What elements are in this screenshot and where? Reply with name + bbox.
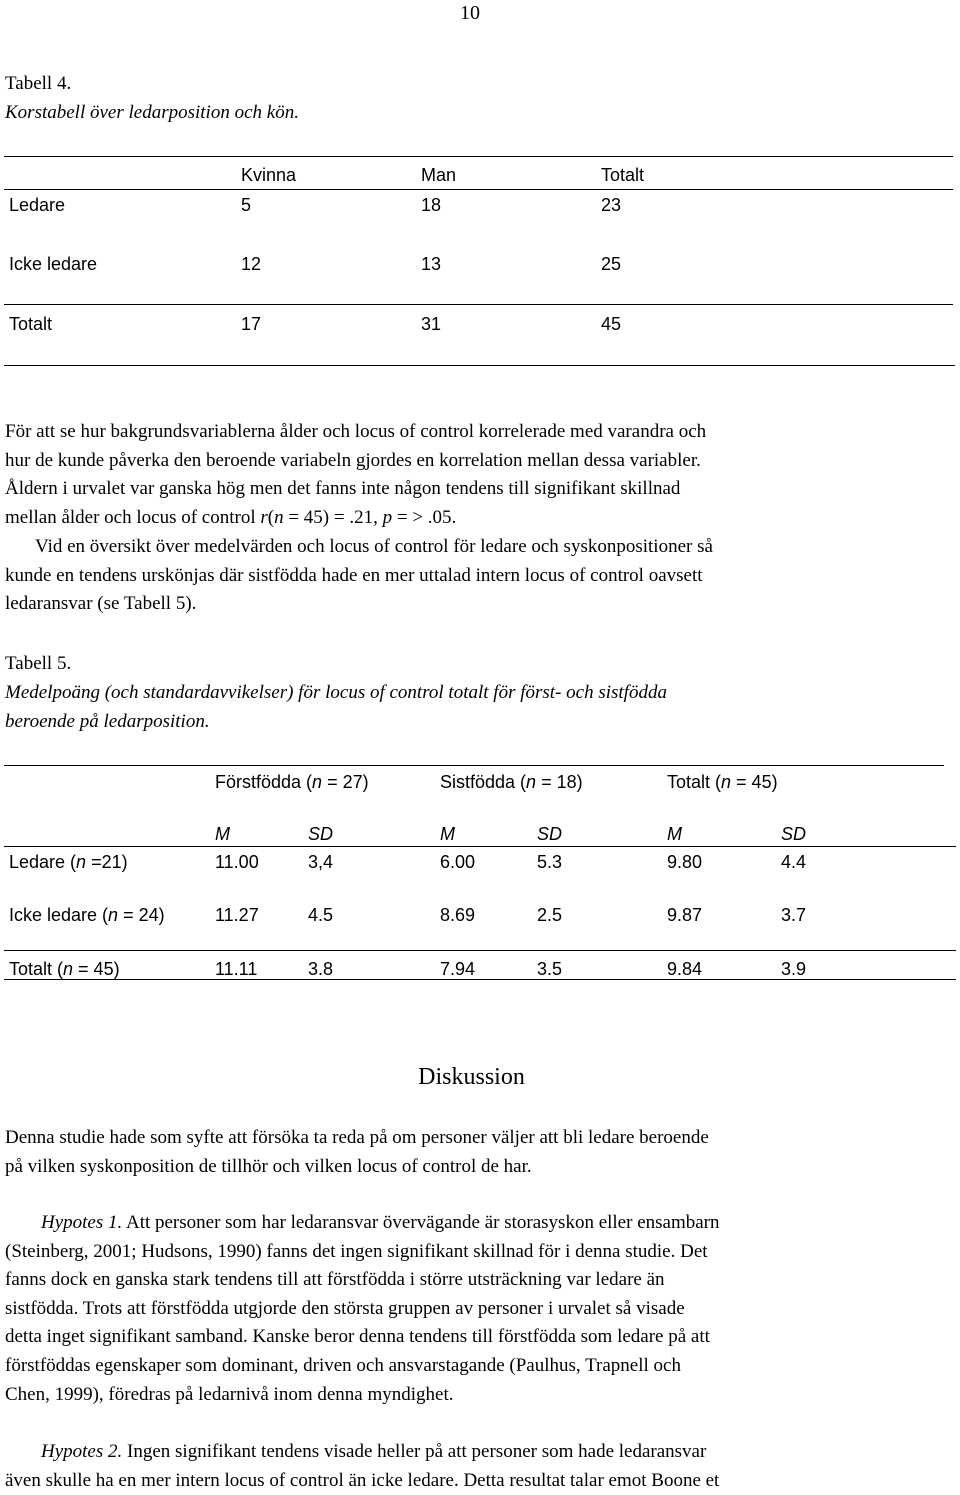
- row-label: Icke ledare: [9, 254, 98, 274]
- stat-header: M: [215, 824, 230, 844]
- table5-group-lastborn: Sistfödda (n = 18): [440, 772, 583, 792]
- table5-group-firstborn: Förstfödda (n = 27): [215, 772, 369, 792]
- text-line: även skulle ha en mer intern locus of control än icke ledare. Detta resultat talar emot Boone et: [5, 1469, 720, 1491]
- cell: 6.00: [440, 852, 476, 872]
- cell: 9.87: [667, 905, 703, 925]
- stat-header: SD: [308, 824, 334, 844]
- table-row: [0, 195, 960, 219]
- stat-header: M: [440, 824, 455, 844]
- cell: 13: [421, 254, 442, 274]
- text-line: sistfödda. Trots att förstfödda utgjorde den största gruppen av personer i urvalet så visade: [5, 1297, 685, 1319]
- table4-caption: Korstabell över ledarposition och kön.: [5, 102, 299, 123]
- text-line: ledaransvar (se Tabell 5).: [5, 593, 197, 615]
- cell: 3.9: [781, 959, 807, 979]
- cell: 7.94: [440, 959, 476, 979]
- row-label: Totalt (n = 45): [9, 959, 120, 979]
- cell: 31: [421, 314, 442, 334]
- section-heading: Diskussion: [418, 1064, 525, 1090]
- text-line: Denna studie hade som syfte att försöka ta reda på om personer väljer att bli ledare beroende: [5, 1127, 709, 1148]
- cell: 8.69: [440, 905, 476, 925]
- hypothesis-1-paragraph: [5, 1209, 938, 1409]
- stat-header: SD: [781, 824, 807, 844]
- table4-header-rule: [4, 189, 953, 190]
- cell: 3.7: [781, 905, 807, 925]
- cell: 11.11: [215, 959, 258, 979]
- text-line: Hypotes 1. Att personer som har ledaransvar övervägande är storasyskon eller ensambarn: [41, 1212, 720, 1233]
- table4-header-kvinna: Kvinna: [241, 165, 297, 185]
- cell: 25: [601, 254, 622, 274]
- text-line: Hypotes 2. Ingen signifikant tendens visade heller på att personer som hade ledaransvar: [41, 1441, 707, 1462]
- text-line: (Steinberg, 2001; Hudsons, 1990) fanns det ingen signifikant skillnad för i denna studie. Det: [5, 1240, 708, 1262]
- table-row: [0, 905, 960, 929]
- row-label: Icke ledare (n = 24): [9, 905, 165, 925]
- row-label: Totalt: [9, 314, 53, 334]
- cell: 9.84: [667, 959, 703, 979]
- table4-header-totalt: Totalt: [601, 165, 645, 185]
- cell: 5: [241, 195, 252, 215]
- discussion-intro: [5, 1124, 940, 1181]
- table4-bottom-rule: [4, 365, 955, 366]
- row-label: Ledare (n =21): [9, 852, 128, 872]
- cell: 3,4: [308, 852, 334, 872]
- table5-bottom-rule: [4, 979, 956, 980]
- cell: 12: [241, 254, 262, 274]
- text-line: För att se hur bakgrundsvariablerna ålder och locus of control korrelerade med varandra och: [5, 421, 707, 442]
- cell: 11.00: [215, 852, 259, 872]
- hypothesis-2-paragraph: [5, 1438, 938, 1495]
- table5-group-total: Totalt (n = 45): [667, 772, 778, 792]
- table5-total-rule: [4, 950, 956, 951]
- table4-header-man: Man: [421, 165, 457, 185]
- overview-paragraph: [5, 533, 938, 619]
- stat-header: SD: [537, 824, 563, 844]
- cell: 5.3: [537, 852, 563, 872]
- table5-caption: [5, 679, 938, 736]
- cell: 4.4: [781, 852, 807, 872]
- table4-total-rule: [4, 304, 953, 305]
- cell: 9.80: [667, 852, 703, 872]
- cell: 17: [241, 314, 262, 334]
- cell: 3.5: [537, 959, 563, 979]
- text-line: Vid en översikt över medelvärden och locus of control för ledare och syskonpositioner så: [35, 536, 713, 557]
- table-row: [0, 852, 960, 876]
- cell: 45: [601, 314, 622, 334]
- text-line: detta inget signifikant samband. Kanske beror denna tendens till förstfödda som ledare på att: [5, 1326, 710, 1348]
- table4-label: Tabell 4.: [5, 73, 72, 94]
- stat-header: M: [667, 824, 682, 844]
- table-row: [0, 314, 960, 338]
- row-label: Ledare: [9, 195, 66, 215]
- cell: 4.5: [308, 905, 334, 925]
- page-number: 10: [460, 2, 480, 24]
- cell: 18: [421, 195, 442, 215]
- cell: 3.8: [308, 959, 334, 979]
- text-line: på vilken syskonposition de tillhör och vilken locus of control de har.: [5, 1155, 532, 1177]
- cell: 2.5: [537, 905, 563, 925]
- cell: 11.27: [215, 905, 259, 925]
- table5-label: Tabell 5.: [5, 653, 72, 674]
- cell: 23: [601, 195, 622, 215]
- results-paragraph: [5, 418, 938, 532]
- caption-line: Medelpoäng (och standardavvikelser) för locus of control totalt för först- och sistfödda: [5, 682, 667, 703]
- table5-header-rule: [4, 846, 956, 847]
- caption-line: beroende på ledarposition.: [5, 710, 210, 732]
- table5-top-rule: [4, 765, 944, 766]
- text-line: kunde en tendens urskönjas där sistfödda hade en mer uttalad intern locus of control oavsett: [5, 564, 703, 586]
- text-line: fanns dock en ganska stark tendens till att förstfödda i större utsträckning var ledare än: [5, 1269, 665, 1291]
- table-row: [0, 254, 960, 278]
- text-line: hur de kunde påverka den beroende variabeln gjordes en korrelation mellan dessa variabler.: [5, 449, 701, 471]
- text-line: Chen, 1999), föredras på ledarnivå inom denna myndighet.: [5, 1383, 454, 1405]
- correlation-line: mellan ålder och locus of control r(n = 45) = .21, p = > .05.: [5, 506, 457, 528]
- text-line: förstföddas egenskaper som dominant, driven och ansvarstagande (Paulhus, Trapnell och: [5, 1354, 681, 1376]
- text-line: Åldern i urvalet var ganska hög men det fanns inte någon tendens till signifikant skillnad: [5, 478, 681, 500]
- table4-top-rule: [4, 156, 953, 157]
